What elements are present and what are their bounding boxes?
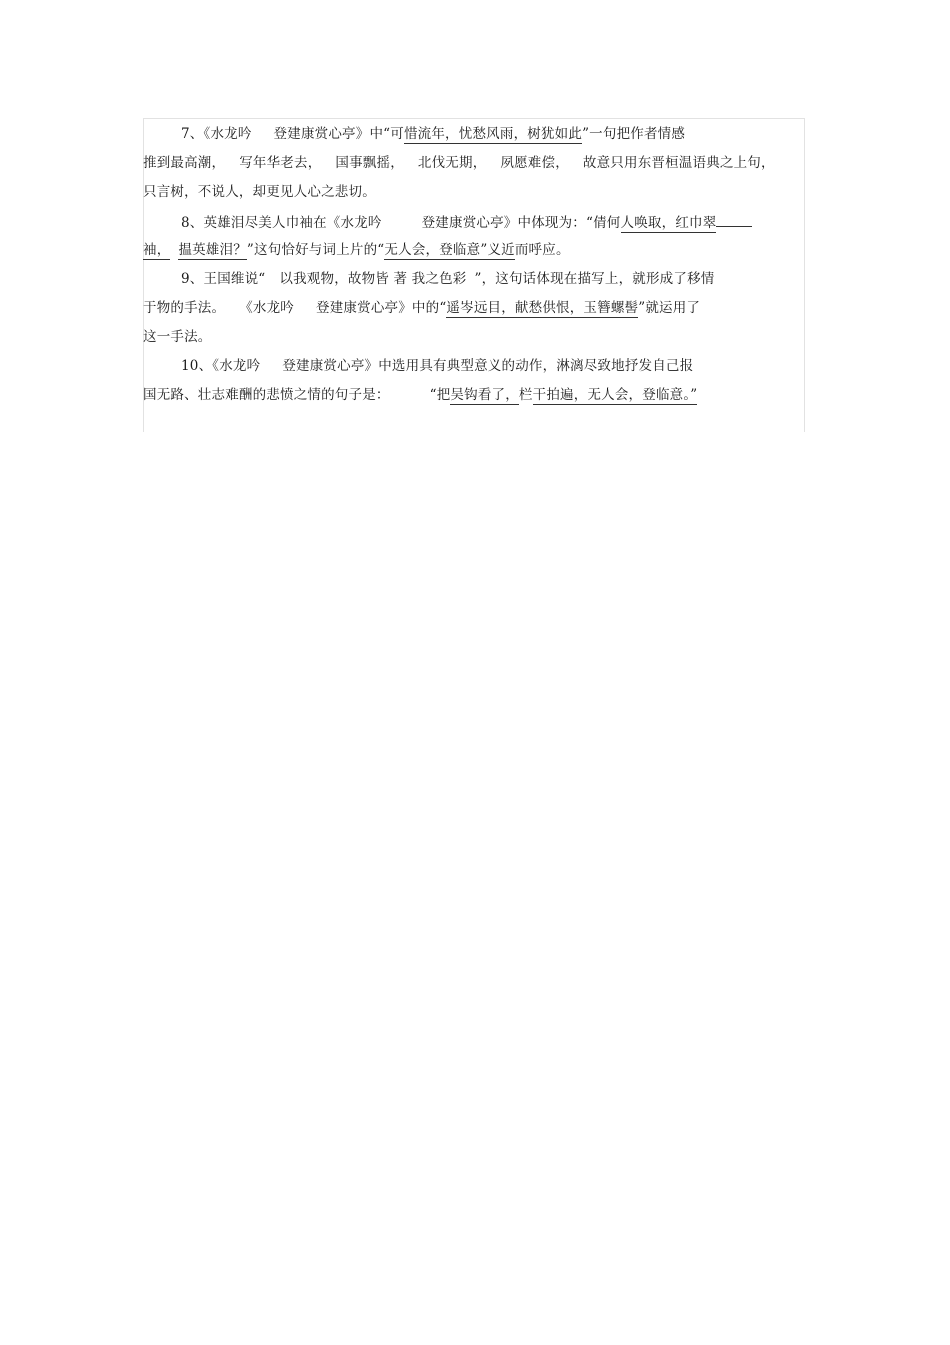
- text-segment: 登建康赏心亭》中的“: [316, 300, 447, 316]
- answer-underline-tail: [716, 210, 752, 227]
- answer-underline: 无人会，: [384, 242, 440, 258]
- answer-underline: 人唤取，: [620, 215, 676, 231]
- answer-underline: 红巾翠: [675, 215, 717, 231]
- text-segment: 北伐无期，: [417, 155, 487, 171]
- text-segment: 写年华老去，: [239, 155, 322, 171]
- answer-underline: 忧愁风雨，: [458, 126, 528, 142]
- answer-underline: 树犹如此: [527, 126, 583, 142]
- text-segment: 9、王国维说“: [181, 271, 266, 287]
- text-segment: 推到最高潮，: [143, 155, 226, 171]
- item-9-line-1: [181, 268, 715, 290]
- text-segment: 《水龙吟: [239, 300, 295, 316]
- text-segment: 登建康赏心亭》中体现为：“倩何: [421, 215, 621, 231]
- answer-underline: 揾英雄泪？: [178, 242, 247, 258]
- item-8-line-2: [143, 239, 570, 261]
- text-segment: 栏: [518, 387, 533, 403]
- item-9-line-3: [143, 326, 212, 348]
- item-9-line-2: [143, 297, 700, 319]
- answer-underline: 玉簪螺髻: [583, 300, 639, 316]
- text-segment: ”这句恰好与词上片的“: [246, 242, 385, 258]
- item-7-line-3: [143, 181, 376, 203]
- item-10-line-1: [181, 355, 693, 377]
- text-segment: 登建康赏心亭》中选用具有典型意义的动作，淋漓尽致地抒发自己报: [282, 358, 694, 374]
- answer-underline: 登临意。”: [642, 387, 698, 403]
- answer-underline: ”义近: [480, 242, 515, 258]
- text-segment: 登建康赏心亭》中“可: [273, 126, 404, 142]
- text-segment: 而呼应。: [514, 242, 570, 258]
- text-segment: ”，这句话体现在描写上，就形成了移情: [474, 271, 715, 287]
- answer-underline: 遥岑远目，: [446, 300, 515, 316]
- answer-underline: 吴钩看了，: [450, 387, 519, 403]
- answer-underline: 无人会，: [587, 387, 643, 403]
- text-segment: 国事飘摇，: [335, 155, 404, 171]
- text-segment: 8、英雄泪尽美人巾袖在《水龙吟: [181, 215, 382, 231]
- answer-underline: 登临意: [439, 242, 481, 258]
- answer-underline: 献愁供恨，: [514, 300, 584, 316]
- text-segment: ”就运用了: [638, 300, 701, 316]
- item-7-line-2: [143, 152, 775, 174]
- answer-underline: 惜流年，: [403, 126, 459, 142]
- text-segment: 只言树，不说人，却更见人心之悲切。: [143, 184, 376, 200]
- item-8-line-1: [181, 210, 752, 232]
- text-segment: 故意只用东晋桓温语典之上句，: [582, 155, 775, 171]
- text-segment: ”一句把作者情感: [582, 126, 686, 142]
- answer-underline: 袖，: [143, 242, 171, 258]
- text-segment: 国无路、壮志难酬的悲愤之情的句子是：: [143, 387, 390, 403]
- text-segment: 7、《水龙吟: [181, 126, 252, 142]
- text-segment: 夙愿难偿，: [500, 155, 569, 171]
- answer-underline: 干拍遍，: [532, 387, 588, 403]
- item-7-line-1: [181, 123, 685, 145]
- text-segment: 10、《水龙吟: [181, 358, 261, 374]
- text-segment: 以我观物，故物皆 著 我之色彩: [279, 271, 467, 287]
- text-segment: “把: [429, 387, 451, 403]
- text-segment: 于物的手法。: [143, 300, 226, 316]
- item-10-line-2: [143, 384, 697, 406]
- text-segment: 这一手法。: [143, 329, 212, 345]
